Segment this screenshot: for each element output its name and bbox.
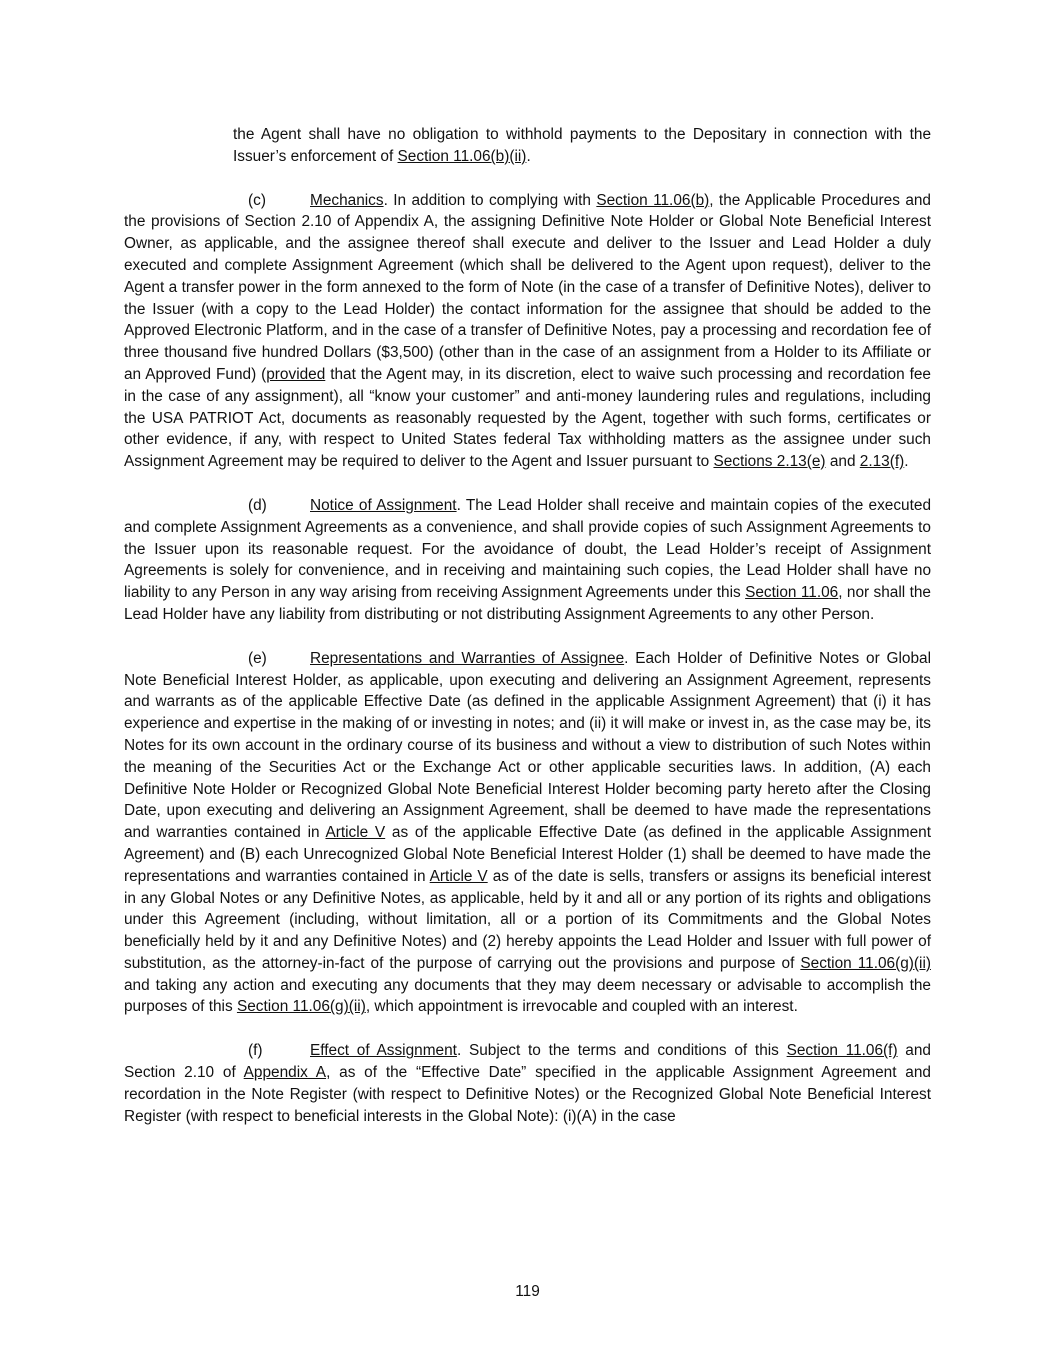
continuation-paragraph [124, 124, 931, 168]
section-reference: Section 11.06(b) [596, 191, 710, 209]
paragraph-text: and taking any action and executing any documents that they may deem necessary or advisable to accomplish the purposes of this [124, 976, 931, 1016]
paragraph-text: , nor shall the Lead Holder have any liability from distributing or not distributing Assignment Agreements to any other Person. [124, 584, 931, 623]
appendix-reference: Appendix A [243, 1064, 327, 1082]
paragraph-e [124, 648, 931, 1019]
section-reference: Sections 2.13(e) [713, 453, 826, 471]
section-reference: Section 11.06(b)(ii) [397, 147, 527, 165]
paragraph-text: as of the date is sells, transfers or assigns its beneficial interest in any Global Notes or any Definitive Notes, as applicable, held by it and all or any portion of its rights and obligations under this Agreement (including, without limitation, all or a portion of its Commitments and the Global Notes beneficially held by it and any Definitive Notes) and (2) hereby appoints the Lead Holder and Issuer with full power of substitution, as the attorney-in-fact of the purpose of carrying out the provisions and purpose of [124, 867, 931, 972]
paragraph-heading: Effect of Assignment [310, 1042, 457, 1060]
paragraph-text: . Subject to the terms and conditions of this [456, 1042, 787, 1060]
paragraph-text: . In addition to complying with [383, 191, 597, 209]
section-reference: Section 11.06(g)(ii) [800, 954, 931, 972]
paragraph-text: . The Lead Holder shall receive and maintain copies of the executed and complete Assignment Agreements as a convenience, and shall provide copies of such Assignment Agreements to the Issuer upon its reasonable request. For the avoidance of doubt, the Lead Holder’s receipt of Assignment Agreements is solely for convenience, and in receiving and maintaining such copies, the Lead Holder shall have no liability to any Person in any way arising from receiving Assignment Agreements under this [124, 496, 931, 602]
paragraph-text: and Section 2.10 of [124, 1042, 931, 1082]
paragraph-marker: (d) [248, 496, 267, 514]
paragraph-d [124, 495, 931, 626]
paragraph-text: as of the applicable Effective Date (as defined in the applicable Assignment Agreement) and (B) each Unrecognized Global Note Beneficial Interest Holder (1) shall be deemed to have made the representations and warranties contained in [124, 824, 931, 885]
paragraph-marker: (c) [248, 191, 266, 209]
paragraph-marker: (f) [248, 1042, 263, 1060]
paragraph-text: , as of the “Effective Date” specified in the applicable Assignment Agreement and recordation in the Note Register (with respect to Definitive Notes) or the Recognized Global Note Beneficial Interest Register (with respect to beneficial interests in the Global Note): (i)(A) in the case [124, 1064, 931, 1125]
emphasis-provided: provided [266, 365, 326, 383]
page-number: 119 [515, 1283, 540, 1300]
paragraph-text: . Each Holder of Definitive Notes or Global Note Beneficial Interest Holder, as applicable, upon executing and delivering an Assignment Agreement, represents and warrants as of the applicable Effective Date (as defined in the applicable Assignment Agreement) that (i) it has experience and expertise in the making of or investing in notes; and (ii) it will make or invest in, as the case may be, its Notes for its own account in the ordinary course of its business and without a view to distribution of such Notes within the meaning of the Securities Act or the Exchange Act or other applicable securities laws. In addition, (A) each Definitive Note Holder or Recognized Global Note Beneficial Interest Holder becoming party hereto after the Closing Date, upon executing and delivering an Assignment Agreement, shall be deemed to have made the representations and warranties contained in [124, 649, 931, 842]
paragraph-text: , which appointment is irrevocable and coupled with an interest. [365, 998, 798, 1016]
paragraph-heading: Mechanics [310, 191, 384, 209]
paragraph-f [124, 1040, 931, 1127]
paragraph-text: , the Applicable Procedures and the provisions of Section 2.10 of Appendix A, the assigning Definitive Note Holder or Global Note Beneficial Interest Owner, as applicable, and the assignee thereof shall execute and deliver to the Issuer and Lead Holder a duly executed and complete Assignment Agreement (which shall be delivered to the Agent upon request), deliver to the Agent a transfer power in the form annexed to the form of Note (in the case of a transfer of Definitive Notes), deliver to the Issuer (with a copy to the Lead Holder) the contact information for the assignee that should be added to the Approved Electronic Platform, and in the case of a transfer of Definitive Notes, pay a processing and recordation fee of three thousand five hundred Dollars ($3,500) (other than in the case of an assignment from a Holder to its Affiliate or an Approved Fund) ( [124, 191, 931, 383]
paragraph-text: . [904, 453, 909, 471]
paragraph-heading: Notice of Assignment [310, 496, 457, 514]
article-reference: Article V [325, 824, 386, 842]
continuation-text: . [526, 147, 531, 165]
section-reference: 2.13(f) [859, 453, 905, 471]
paragraph-c [124, 190, 931, 473]
section-reference: Section 11.06(g)(ii) [236, 998, 366, 1016]
continuation-text: the Agent shall have no obligation to withhold payments to the Depositary in connection with the Issuer’s enforcement of [233, 126, 931, 165]
section-reference: Section 11.06(f) [786, 1042, 898, 1060]
section-reference: Section 11.06 [745, 584, 839, 602]
paragraph-text: that the Agent may, in its discretion, elect to waive such processing and recordation fee in the case of any assignment), all “know your customer” and anti-money laundering rules and regulations, including the USA PATRIOT Act, documents as reasonably requested by the Agent, together with such forms, certificates or other evidence, if any, with respect to United States federal Tax withholding matters as the assignee under such Assignment Agreement may be required to deliver to the Agent and Issuer pursuant to [124, 365, 931, 471]
paragraph-heading: Representations and Warranties of Assignee [310, 649, 625, 667]
paragraph-marker: (e) [248, 649, 267, 667]
document-page [124, 124, 931, 1127]
article-reference: Article V [429, 867, 488, 885]
paragraph-text: and [825, 453, 860, 471]
